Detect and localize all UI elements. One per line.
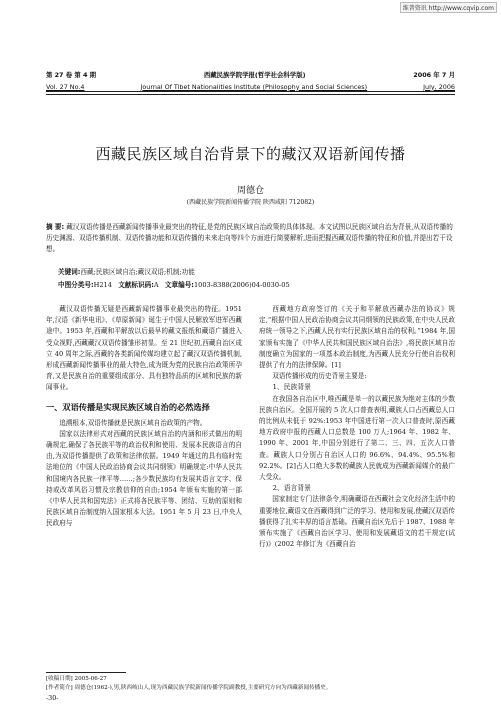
paragraph: 国家以法律形式对西藏的民族区域自治的内涵和形式做出的明确规定,确保了各民族平等的政治权利和使用、发展本民族语言的自由,为双语传播提供了政策和法律依据。1949 年通过的具有临时宪法地位的《中国人民政治协商会议共同纲领》明确规定:中华人民共和国境内各民族一律平等……;各少数民族均有发展其语言文字、保持或改革风俗习惯及宗教信仰的自由;1954 年颁布实施的第一部《中华人民共和国宪法》正式将各民族平等、团结、互助的原则和民族区域自治制度纳入国家根本大法。1951 年 5 月 23 日,中央人民政府与	[46, 429, 242, 528]
subsection-heading: 2、语言背景	[272, 484, 311, 493]
keywords-text: 西藏;民族区域自治;藏汉双语;机制;功能	[80, 268, 195, 276]
subsection-heading: 1、民族背景	[272, 383, 311, 392]
watermark: 维普资讯 http://www.cqvip.com	[400, 2, 497, 13]
paragraph: 双语传播形成的历史背景主要是:	[272, 372, 367, 381]
running-header-cn	[46, 70, 455, 79]
paragraph: 国家制定专门法律条令,明确藏语在西藏社会文化经济生活中的重要地位,藏语文在西藏得到广泛的学习、使用和发展,使藏汉双语传播获得了扎实丰厚的语言基础。西藏自治区先后于 1987、1988 年颁布实施了《西藏自治区学习、使用和发展藏语文的若干规定(试行)》(2002 年修订为《西藏自治	[259, 495, 456, 549]
abstract	[46, 222, 455, 255]
affiliation: (西藏民族学院新闻传播学院 陕西咸阳 712082)	[186, 199, 315, 206]
volume-cn: 第 27 卷 第 4 期	[46, 71, 97, 79]
paper-title: 西藏民族区域自治背景下的藏汉双语新闻传播	[95, 145, 406, 163]
body-column-left	[46, 304, 242, 530]
doc-code-value: A	[153, 281, 159, 289]
abstract-text: 藏汉双语传播是西藏新闻传播事业最突出的特征,是党的民族区域自治政策的具体体现。本文试图以民族区域自治为背景,从双语传播的历史渊源、双语传播机制、双语传播功能和双语传播的未来走向等四个方面进行简要解析,进而把握西藏双语传播的特征和价值,并提出若干设想。	[46, 223, 453, 253]
section-heading: 一、双语传播是实现民族区域自治的必然选择	[46, 401, 210, 412]
paragraph: 西藏地方政府签订的《关于和平解放西藏办法的协议》规定,“根据中国人民政治协商会议共同纲领的民族政策,在中央人民政府统一领导之下,西藏人民有实行民族区域自治的权利。”1984 年,国家颁布实施了《中华人民共和国民族区域自治法》,将民族区域自治制度确立为国家的一项基本政治制度,为西藏人民充分行使自治权利提供了有力的法律保障。[1]	[259, 305, 455, 370]
article-no-value: 1003-8388(2006)04-0030-05	[193, 281, 290, 289]
doc-code-label: 文献标识码:	[118, 281, 154, 289]
classification-line	[58, 279, 455, 289]
header-rule-thin	[46, 94, 455, 95]
keywords-label: 关键词:	[58, 268, 81, 276]
journal-en: Journal Of Tibet Nationalities Institute (Philosophy and Social Sciences)	[140, 82, 368, 91]
paragraph: 藏汉双语传播无疑是西藏新闻传播事业最突出的特征。1951 年,汉语《新华电讯》、《草原新闻》诞生于中国人民解放军进军西藏途中。1953 年,西藏和平解放以后最早的藏文报纸和藏语广播进入受众视野,西藏藏汉双语传播雏形初显。至 21 世纪初,西藏自治区成立 40 周年之际,西藏的各类新闻传媒均建立起了藏汉双语传播机制,形成西藏新闻传播事业的最大特色,成为既为党的民族自治政策所孕育,又是民族自治的重要组成部分、具有独特品质的区域和民族的新闻事业。	[46, 305, 242, 392]
header-rule	[46, 91, 455, 92]
volume-en: Vol. 27 No.4	[46, 82, 85, 91]
article-no-label: 文章编号:	[164, 281, 194, 289]
running-header-en	[46, 82, 455, 91]
body-column-right	[259, 304, 455, 550]
clc-value: H214	[93, 281, 112, 289]
footnote-author-bio: [作者简介] 周德仓(1962-),男,陕西岐山人,现为西藏民族学院新闻传播学院副教授,主要研究方向为西藏新闻传播史。	[46, 685, 332, 691]
author: 周德仓	[236, 186, 264, 196]
paragraph: 追溯根本,双语传播就是民族区域自治政策的产物。	[59, 418, 207, 427]
paragraph: 在我国各自治区中,唯西藏是单一的以藏民族为绝对主体的少数民族自治区。全国开展的 5 次人口普查表明,藏族人口占西藏总人口的比例从未低于 92%:1953 年中国进行第一次人口普查时,原西藏地方政府申报的西藏人口总数是 100 万人;1964 年、1982 年、1990 年、2001 年,中国分别进行了第二、三、四、五次人口普查。藏族人口分别占自治区人口的 96.6%、94.4%、95.5%和 92.2%。[2]占人口绝大多数的藏族人民就成为西藏新闻媒介的最广大受众。	[259, 394, 455, 482]
page-number: -30-	[46, 694, 59, 702]
footnote-rule	[46, 672, 126, 673]
footnote-received: [收稿日期] 2005-06-27	[46, 676, 107, 682]
journal-cn: 西藏民族学院学报(哲学社会科学版)	[203, 71, 306, 79]
keywords	[58, 266, 455, 276]
date-en: July, 2006	[423, 82, 455, 91]
date-cn: 2006 年 7 月	[413, 71, 455, 79]
abstract-label: 摘 要:	[46, 223, 65, 231]
clc-label: 中图分类号:	[58, 281, 94, 289]
